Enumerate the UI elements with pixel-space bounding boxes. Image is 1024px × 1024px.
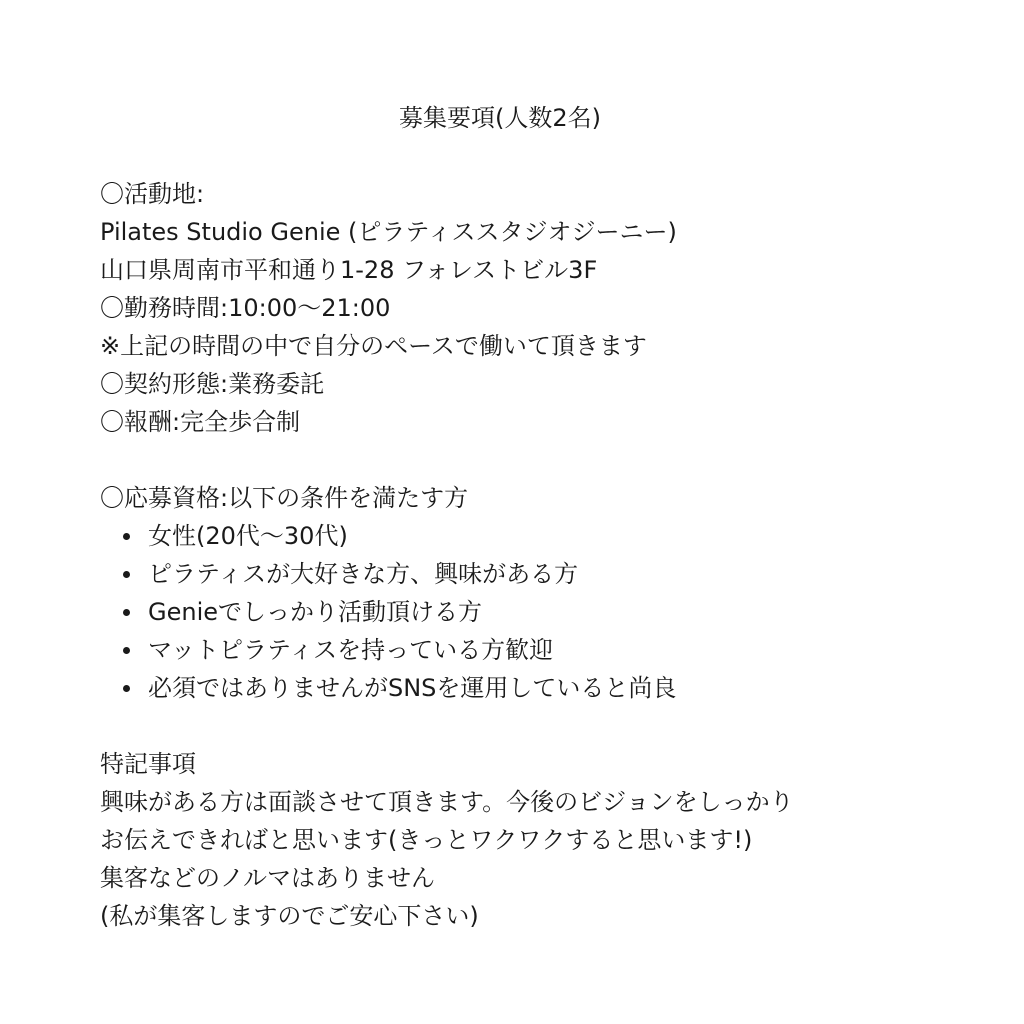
bullet-icon: [123, 609, 130, 616]
qualifications-list: [100, 517, 980, 707]
location-heading: 〇活動地:: [100, 180, 205, 208]
list-item-text: マットピラティスを持っている方歓迎: [148, 636, 554, 664]
list-item: [100, 517, 980, 555]
list-item: [100, 669, 980, 707]
notes-line: 集客などのノルマはありません: [100, 864, 436, 892]
list-item-text: 女性(20代〜30代): [148, 522, 348, 550]
qualifications-heading: 〇応募資格:以下の条件を満たす方: [100, 484, 469, 512]
contract-type: 〇契約形態:業務委託: [100, 370, 325, 398]
list-item-text: ピラティスが大好きな方、興味がある方: [148, 560, 579, 588]
bullet-icon: [123, 533, 130, 540]
list-item: [100, 631, 980, 669]
bullet-icon: [123, 647, 130, 654]
list-item: [100, 593, 980, 631]
working-hours: 〇勤務時間:10:00〜21:00: [100, 294, 391, 322]
studio-name: Pilates Studio Genie (ピラティススタジオジーニー): [100, 218, 677, 246]
list-item-text: Genieでしっかり活動頂ける方: [148, 598, 483, 626]
section-spacer: [100, 441, 980, 479]
list-item-text: 必須ではありませんがSNSを運用していると尚良: [148, 674, 677, 702]
list-item: [100, 555, 980, 593]
studio-address: 山口県周南市平和通り1-28 フォレストビル3F: [100, 256, 598, 284]
working-hours-note: ※上記の時間の中で自分のペースで働いて頂きます: [100, 332, 647, 360]
notes-line: 興味がある方は面談させて頂きます。今後のビジョンをしっかり: [100, 788, 794, 816]
bullet-icon: [123, 571, 130, 578]
notice-body: [100, 175, 980, 935]
job-info-section: [100, 175, 980, 441]
compensation: 〇報酬:完全歩合制: [100, 408, 301, 436]
notes-line: (私が集客しますのでご安心下さい): [100, 902, 479, 930]
notes-heading: 特記事項: [100, 750, 196, 778]
page-title: 募集要項(人数2名): [399, 104, 601, 132]
notes-section: [100, 745, 980, 935]
notes-line: お伝えできればと思います(きっとワクワクすると思います!): [100, 826, 753, 854]
qualifications-section: [100, 479, 980, 707]
bullet-icon: [123, 685, 130, 692]
section-spacer: [100, 707, 980, 745]
